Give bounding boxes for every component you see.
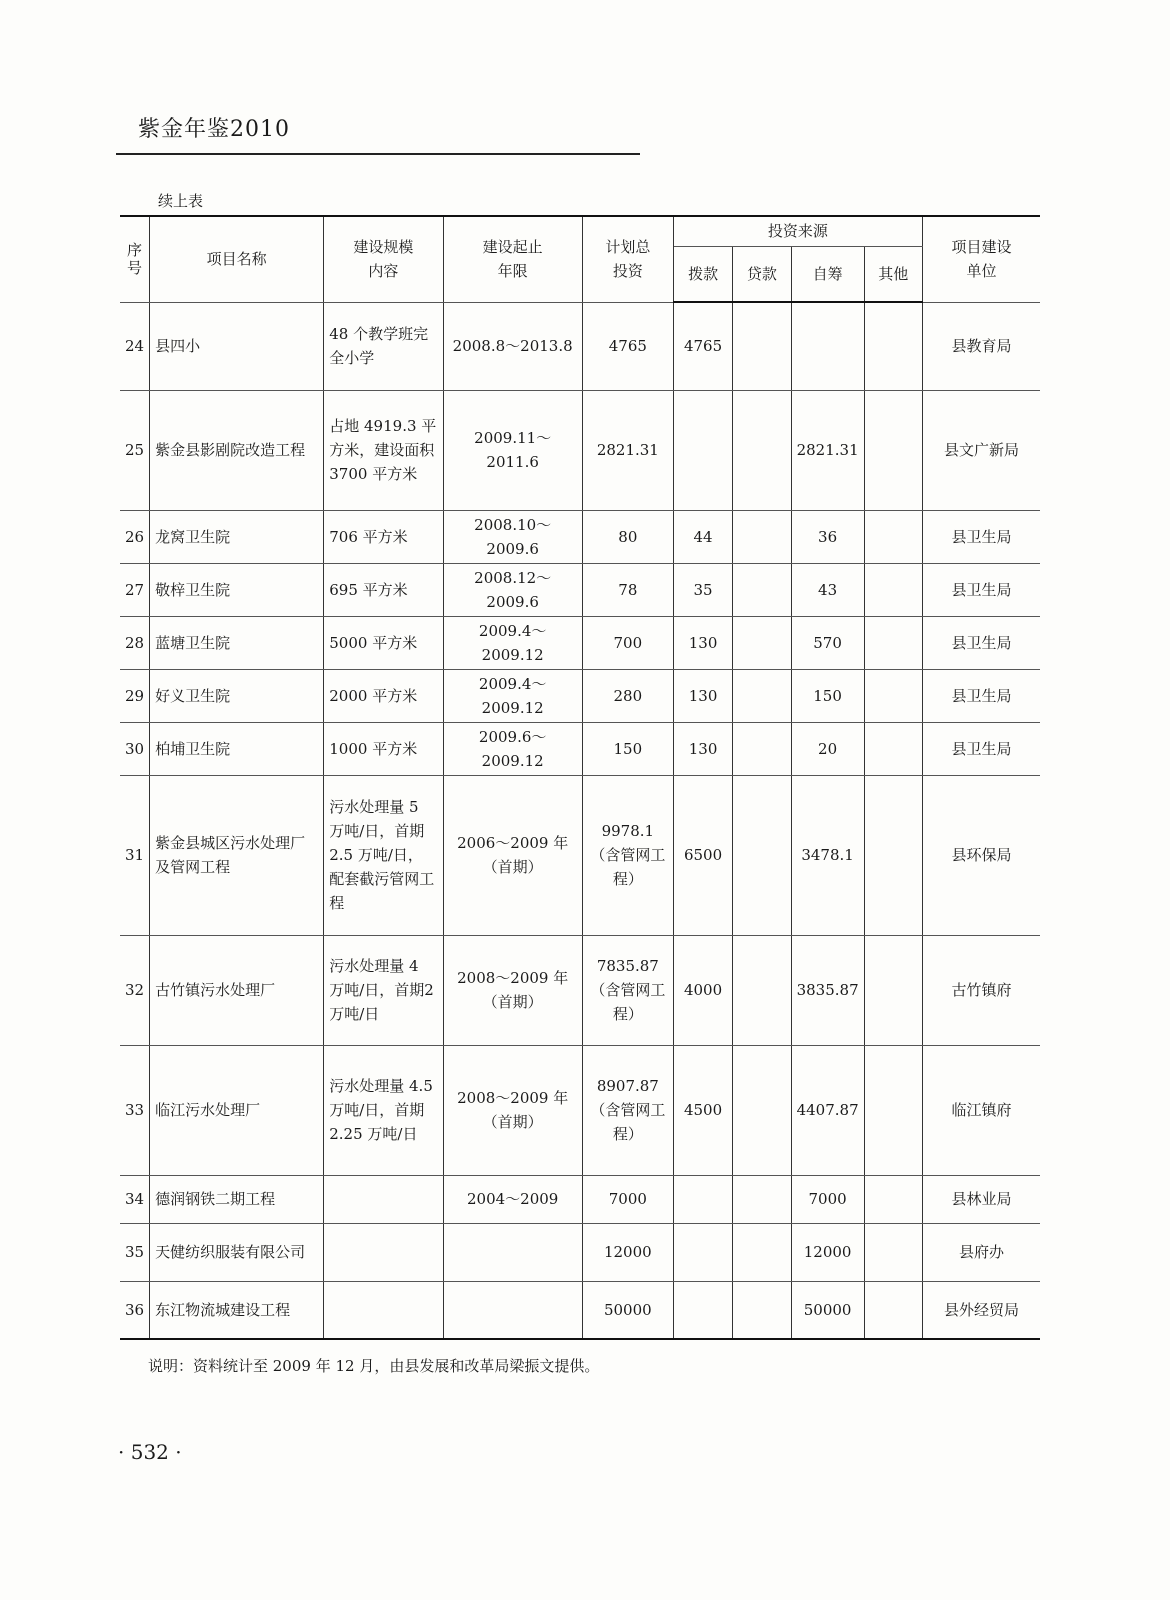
cell-loan [733, 722, 791, 775]
cell-period: 2006～2009 年（首期） [443, 775, 582, 935]
cell-unit: 县外经贸局 [922, 1281, 1040, 1339]
cell-scale: 1000 平方米 [324, 722, 443, 775]
cell-period: 2008～2009 年（首期） [443, 935, 582, 1045]
cell-unit: 县卫生局 [922, 616, 1040, 669]
cell-scale: 污水处理量 5 万吨/日，首期 2.5 万吨/日，配套截污管网工程 [324, 775, 443, 935]
cell-unit: 县卫生局 [922, 722, 1040, 775]
cell-grant: 130 [673, 669, 732, 722]
cell-period: 2008.10～2009.6 [443, 510, 582, 563]
cell-name: 东江物流城建设工程 [150, 1281, 324, 1339]
cell-loan [733, 616, 791, 669]
cell-period: 2009.4～2009.12 [443, 616, 582, 669]
cell-name: 天健纺织服装有限公司 [150, 1223, 324, 1281]
cell-self: 3835.87 [791, 935, 864, 1045]
cell-self: 4407.87 [791, 1045, 864, 1175]
table-body [120, 302, 1040, 1339]
cell-grant: 44 [673, 510, 732, 563]
cell-total: 80 [582, 510, 673, 563]
cell-loan [733, 390, 791, 510]
table-row [120, 563, 1040, 616]
cell-loan [733, 775, 791, 935]
footnote: 说明：资料统计至 2009 年 12 月，由县发展和改革局梁振文提供。 [148, 1357, 600, 1375]
table-row [120, 1223, 1040, 1281]
table-row [120, 1045, 1040, 1175]
cell-grant: 4000 [673, 935, 732, 1045]
cell-grant: 130 [673, 616, 732, 669]
cell-other [864, 616, 922, 669]
cell-total: 7000 [582, 1175, 673, 1223]
cell-total: 12000 [582, 1223, 673, 1281]
table-row [120, 390, 1040, 510]
cell-seq: 26 [120, 510, 150, 563]
cell-unit: 县环保局 [922, 775, 1040, 935]
col-header-scale: 建设规模内容 [324, 216, 443, 302]
cell-seq: 33 [120, 1045, 150, 1175]
yearbook-title: 紫金年鉴2010 [138, 117, 290, 142]
cell-other [864, 302, 922, 390]
cell-scale: 占地 4919.3 平方米，建设面积 3700 平方米 [324, 390, 443, 510]
cell-self: 570 [791, 616, 864, 669]
page-number: · 532 · [118, 1440, 182, 1464]
cell-seq: 28 [120, 616, 150, 669]
cell-loan [733, 563, 791, 616]
cell-total: 150 [582, 722, 673, 775]
cell-name: 德润钢铁二期工程 [150, 1175, 324, 1223]
cell-other [864, 1281, 922, 1339]
table-row [120, 302, 1040, 390]
cell-loan [733, 1045, 791, 1175]
cell-unit: 县文广新局 [922, 390, 1040, 510]
cell-seq: 29 [120, 669, 150, 722]
cell-scale [324, 1175, 443, 1223]
table-row [120, 669, 1040, 722]
table-row [120, 616, 1040, 669]
cell-seq: 32 [120, 935, 150, 1045]
cell-other [864, 390, 922, 510]
cell-self [791, 302, 864, 390]
cell-other [864, 1045, 922, 1175]
cell-grant [673, 1223, 732, 1281]
cell-loan [733, 1281, 791, 1339]
col-header-total: 计划总投资 [582, 216, 673, 302]
cell-total: 700 [582, 616, 673, 669]
cell-self: 7000 [791, 1175, 864, 1223]
col-header-loan: 贷款 [733, 246, 791, 302]
header-rule [116, 153, 640, 155]
cell-period: 2008～2009 年（首期） [443, 1045, 582, 1175]
cell-name: 临江污水处理厂 [150, 1045, 324, 1175]
cell-seq: 30 [120, 722, 150, 775]
cell-seq: 31 [120, 775, 150, 935]
cell-scale [324, 1281, 443, 1339]
cell-grant [673, 1175, 732, 1223]
col-header-other: 其他 [864, 246, 922, 302]
cell-name: 龙窝卫生院 [150, 510, 324, 563]
cell-other [864, 1223, 922, 1281]
cell-total: 9978.1（含管网工程） [582, 775, 673, 935]
table-row [120, 775, 1040, 935]
cell-unit: 县卫生局 [922, 563, 1040, 616]
cell-period: 2009.11～2011.6 [443, 390, 582, 510]
cell-period: 2008.8～2013.8 [443, 302, 582, 390]
cell-name: 紫金县影剧院改造工程 [150, 390, 324, 510]
cell-other [864, 563, 922, 616]
cell-grant [673, 1281, 732, 1339]
cell-period [443, 1281, 582, 1339]
cell-total: 4765 [582, 302, 673, 390]
cell-scale: 5000 平方米 [324, 616, 443, 669]
table-row [120, 935, 1040, 1045]
cell-period: 2008.12～2009.6 [443, 563, 582, 616]
cell-other [864, 775, 922, 935]
cell-unit: 县卫生局 [922, 510, 1040, 563]
cell-period: 2009.6～2009.12 [443, 722, 582, 775]
cell-self: 3478.1 [791, 775, 864, 935]
cell-total: 2821.31 [582, 390, 673, 510]
col-header-source-group: 投资来源 [673, 216, 922, 246]
cell-loan [733, 935, 791, 1045]
table-row [120, 510, 1040, 563]
cell-total: 78 [582, 563, 673, 616]
cell-period [443, 1223, 582, 1281]
col-header-seq: 序号 [120, 216, 150, 302]
cell-unit: 县教育局 [922, 302, 1040, 390]
cell-seq: 34 [120, 1175, 150, 1223]
cell-grant: 4500 [673, 1045, 732, 1175]
col-header-grant: 拨款 [673, 246, 732, 302]
cell-period: 2009.4～2009.12 [443, 669, 582, 722]
col-header-unit: 项目建设单位 [922, 216, 1040, 302]
cell-total: 280 [582, 669, 673, 722]
table-row [120, 722, 1040, 775]
cell-unit: 古竹镇府 [922, 935, 1040, 1045]
cell-total: 7835.87（含管网工程） [582, 935, 673, 1045]
cell-other [864, 669, 922, 722]
cell-name: 古竹镇污水处理厂 [150, 935, 324, 1045]
cell-name: 县四小 [150, 302, 324, 390]
cell-name: 敬梓卫生院 [150, 563, 324, 616]
cell-name: 紫金县城区污水处理厂及管网工程 [150, 775, 324, 935]
cell-scale: 706 平方米 [324, 510, 443, 563]
cell-grant: 4765 [673, 302, 732, 390]
continued-label: 续上表 [158, 192, 204, 210]
cell-seq: 25 [120, 390, 150, 510]
cell-unit: 临江镇府 [922, 1045, 1040, 1175]
cell-seq: 36 [120, 1281, 150, 1339]
cell-loan [733, 302, 791, 390]
cell-unit: 县府办 [922, 1223, 1040, 1281]
cell-self: 20 [791, 722, 864, 775]
cell-self: 12000 [791, 1223, 864, 1281]
cell-other [864, 935, 922, 1045]
cell-loan [733, 669, 791, 722]
table-row [120, 1281, 1040, 1339]
cell-self: 150 [791, 669, 864, 722]
cell-unit: 县林业局 [922, 1175, 1040, 1223]
cell-scale: 污水处理量 4.5 万吨/日，首期 2.25 万吨/日 [324, 1045, 443, 1175]
cell-other [864, 510, 922, 563]
cell-scale: 2000 平方米 [324, 669, 443, 722]
cell-name: 蓝塘卫生院 [150, 616, 324, 669]
cell-name: 柏埔卫生院 [150, 722, 324, 775]
cell-scale: 污水处理量 4 万吨/日，首期2 万吨/日 [324, 935, 443, 1045]
col-header-period: 建设起止年限 [443, 216, 582, 302]
cell-self: 2821.31 [791, 390, 864, 510]
cell-name: 好义卫生院 [150, 669, 324, 722]
cell-self: 43 [791, 563, 864, 616]
cell-grant: 35 [673, 563, 732, 616]
cell-grant: 6500 [673, 775, 732, 935]
cell-self: 36 [791, 510, 864, 563]
cell-period: 2004～2009 [443, 1175, 582, 1223]
cell-loan [733, 1223, 791, 1281]
cell-other [864, 722, 922, 775]
cell-loan [733, 510, 791, 563]
cell-grant: 130 [673, 722, 732, 775]
cell-seq: 27 [120, 563, 150, 616]
table-row [120, 1175, 1040, 1223]
cell-seq: 24 [120, 302, 150, 390]
cell-other [864, 1175, 922, 1223]
cell-scale [324, 1223, 443, 1281]
col-header-name: 项目名称 [150, 216, 324, 302]
project-table [120, 215, 1040, 1340]
cell-scale: 48 个教学班完全小学 [324, 302, 443, 390]
cell-scale: 695 平方米 [324, 563, 443, 616]
cell-total: 8907.87（含管网工程） [582, 1045, 673, 1175]
cell-unit: 县卫生局 [922, 669, 1040, 722]
col-header-self: 自筹 [791, 246, 864, 302]
cell-self: 50000 [791, 1281, 864, 1339]
cell-grant [673, 390, 732, 510]
cell-seq: 35 [120, 1223, 150, 1281]
cell-loan [733, 1175, 791, 1223]
cell-total: 50000 [582, 1281, 673, 1339]
